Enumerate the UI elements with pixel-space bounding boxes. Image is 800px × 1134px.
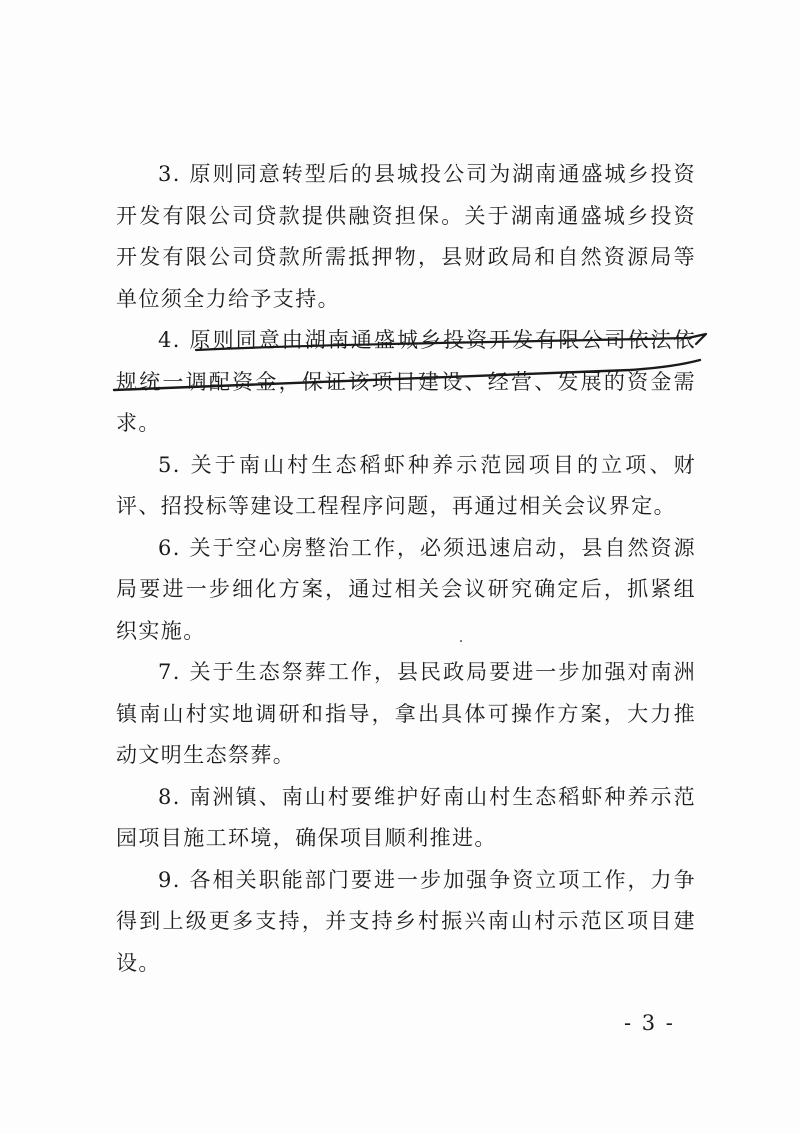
paragraph-item-4: 4. 原则同意由湖南通盛城乡投资开发有限公司依法依规统一调配资金，保证该项目建设、经营、发展的资金需求。 <box>116 328 696 435</box>
paragraph-item-3: 3. 原则同意转型后的县城投公司为湖南通盛城乡投资开发有限公司贷款提供融资担保。关于湖南通盛城乡投资开发有限公司贷款所需抵押物，县财政局和自然资源局等单位须全力给予支持。 <box>116 162 696 311</box>
paragraph-item-6: 6. 关于空心房整治工作，必须迅速启动，县自然资源局要进一步细化方案，通过相关会议研究确定后，抓紧组织实施。 <box>116 535 696 643</box>
scan-speck <box>460 640 462 642</box>
paragraph-item-7: 7. 关于生态祭葬工作，县民政局要进一步加强对南洲镇南山村实地调研和指导，拿出具体可操作方案，大力推动文明生态祭葬。 <box>116 660 696 767</box>
paragraph-item-9: 9. 各相关职能部门要进一步加强争资立项工作，力争得到上级更多支持，并支持乡村振兴南山村示范区项目建设。 <box>116 867 696 975</box>
paragraph-item-5: 5. 关于南山村生态稻虾种养示范园项目的立项、财评、招投标等建设工程程序问题，再通过相关会议界定。 <box>116 452 696 518</box>
paragraph-item-8: 8. 南洲镇、南山村要维护好南山村生态稻虾种养示范园项目施工环境，确保项目顺利推进。 <box>116 784 696 850</box>
page-number: - 3 - <box>624 1011 675 1035</box>
document-body <box>116 154 696 984</box>
